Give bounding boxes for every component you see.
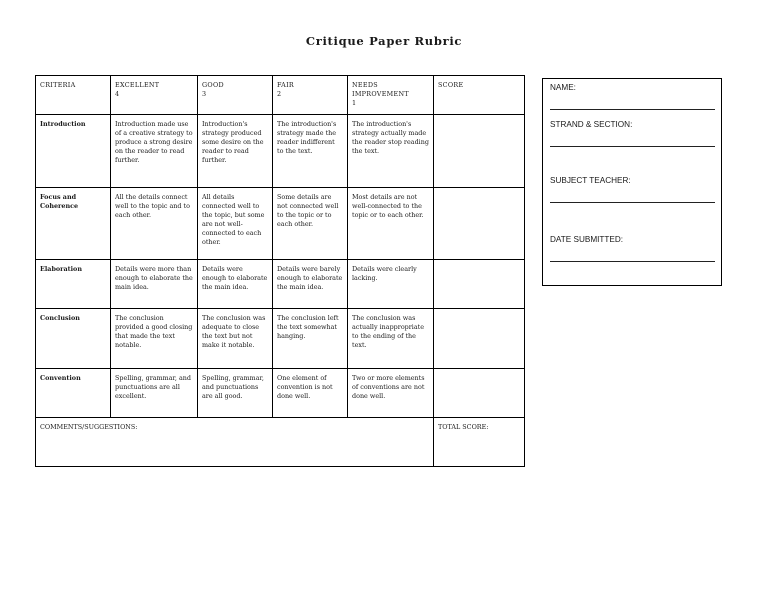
score-cell[interactable] — [434, 260, 525, 309]
subject-teacher-label: SUBJECT TEACHER: — [550, 176, 631, 185]
table-row — [36, 309, 525, 369]
criterion-cell: Conclusion — [36, 309, 111, 369]
fair-cell: One element of convention is not done well. — [273, 369, 348, 418]
good-cell: Introduction's strategy produced some desire on the reader to read further. — [198, 115, 273, 188]
score-cell[interactable] — [434, 188, 525, 260]
criterion-cell: Introduction — [36, 115, 111, 188]
header-fair-points: 2 — [277, 90, 282, 99]
strand-section-label: STRAND & SECTION: — [550, 120, 633, 129]
footer-row — [36, 418, 525, 467]
criterion-cell: Convention — [36, 369, 111, 418]
name-line[interactable] — [550, 109, 715, 110]
fair-cell: The introduction's strategy made the reader indifferent to the text. — [273, 115, 348, 188]
header-fair-label: FAIR — [277, 81, 295, 89]
score-cell[interactable] — [434, 309, 525, 369]
criterion-cell: Elaboration — [36, 260, 111, 309]
table-row — [36, 115, 525, 188]
excellent-cell: Spelling, grammar, and punctuations are all excellent. — [111, 369, 198, 418]
header-excellent-label: EXCELLENT — [115, 81, 160, 89]
table-row — [36, 369, 525, 418]
good-cell: The conclusion was adequate to close the text but not make it notable. — [198, 309, 273, 369]
strand-section-line[interactable] — [550, 146, 715, 147]
name-label: NAME: — [550, 83, 576, 92]
strand-section-field[interactable] — [550, 120, 716, 147]
excellent-cell: Details were more than enough to elaborate the main idea. — [111, 260, 198, 309]
header-needs-improvement — [348, 76, 434, 115]
needs-cell: Most details are not well-connected to the topic or to each other. — [348, 188, 434, 260]
good-cell: All details connected well to the topic, but some are not well-connected to each other. — [198, 188, 273, 260]
header-fair — [273, 76, 348, 115]
table-row — [36, 260, 525, 309]
student-info-box — [542, 78, 722, 286]
excellent-cell: The conclusion provided a good closing that made the text notable. — [111, 309, 198, 369]
needs-cell: The conclusion was actually inappropriate to the ending of the text. — [348, 309, 434, 369]
total-score-cell[interactable]: TOTAL SCORE: — [434, 418, 525, 467]
header-good-label: GOOD — [202, 81, 224, 89]
header-good — [198, 76, 273, 115]
excellent-cell: All the details connect well to the topic and to each other. — [111, 188, 198, 260]
fair-cell: Some details are not connected well to the topic or to each other. — [273, 188, 348, 260]
fair-cell: The conclusion left the text somewhat hanging. — [273, 309, 348, 369]
name-field[interactable] — [550, 83, 716, 110]
comments-cell[interactable]: COMMENTS/SUGGESTIONS: — [36, 418, 434, 467]
subject-teacher-line[interactable] — [550, 202, 715, 203]
needs-cell: The introduction's strategy actually made the reader stop reading the text. — [348, 115, 434, 188]
date-submitted-line[interactable] — [550, 261, 715, 262]
score-cell[interactable] — [434, 369, 525, 418]
header-needs-label: NEEDS IMPROVEMENT — [352, 81, 409, 99]
header-excellent-points: 4 — [115, 90, 120, 99]
date-submitted-field[interactable] — [550, 235, 716, 262]
header-criteria: CRITERIA — [36, 76, 111, 115]
header-score: SCORE — [434, 76, 525, 115]
subject-teacher-field[interactable] — [550, 176, 716, 203]
rubric-table — [35, 75, 525, 467]
header-good-points: 3 — [202, 90, 207, 99]
excellent-cell: Introduction made use of a creative strategy to produce a strong desire on the reader to read further. — [111, 115, 198, 188]
page-title: Critique Paper Rubric — [305, 34, 463, 48]
header-excellent — [111, 76, 198, 115]
criterion-cell: Focus and Coherence — [36, 188, 111, 260]
fair-cell: Details were barely enough to elaborate the main idea. — [273, 260, 348, 309]
table-row — [36, 188, 525, 260]
date-submitted-label: DATE SUBMITTED: — [550, 235, 624, 244]
score-cell[interactable] — [434, 115, 525, 188]
good-cell: Spelling, grammar, and punctuations are all good. — [198, 369, 273, 418]
good-cell: Details were enough to elaborate the main idea. — [198, 260, 273, 309]
needs-cell: Details were clearly lacking. — [348, 260, 434, 309]
header-needs-points: 1 — [352, 99, 357, 108]
needs-cell: Two or more elements of conventions are not done well. — [348, 369, 434, 418]
header-row — [36, 76, 525, 115]
